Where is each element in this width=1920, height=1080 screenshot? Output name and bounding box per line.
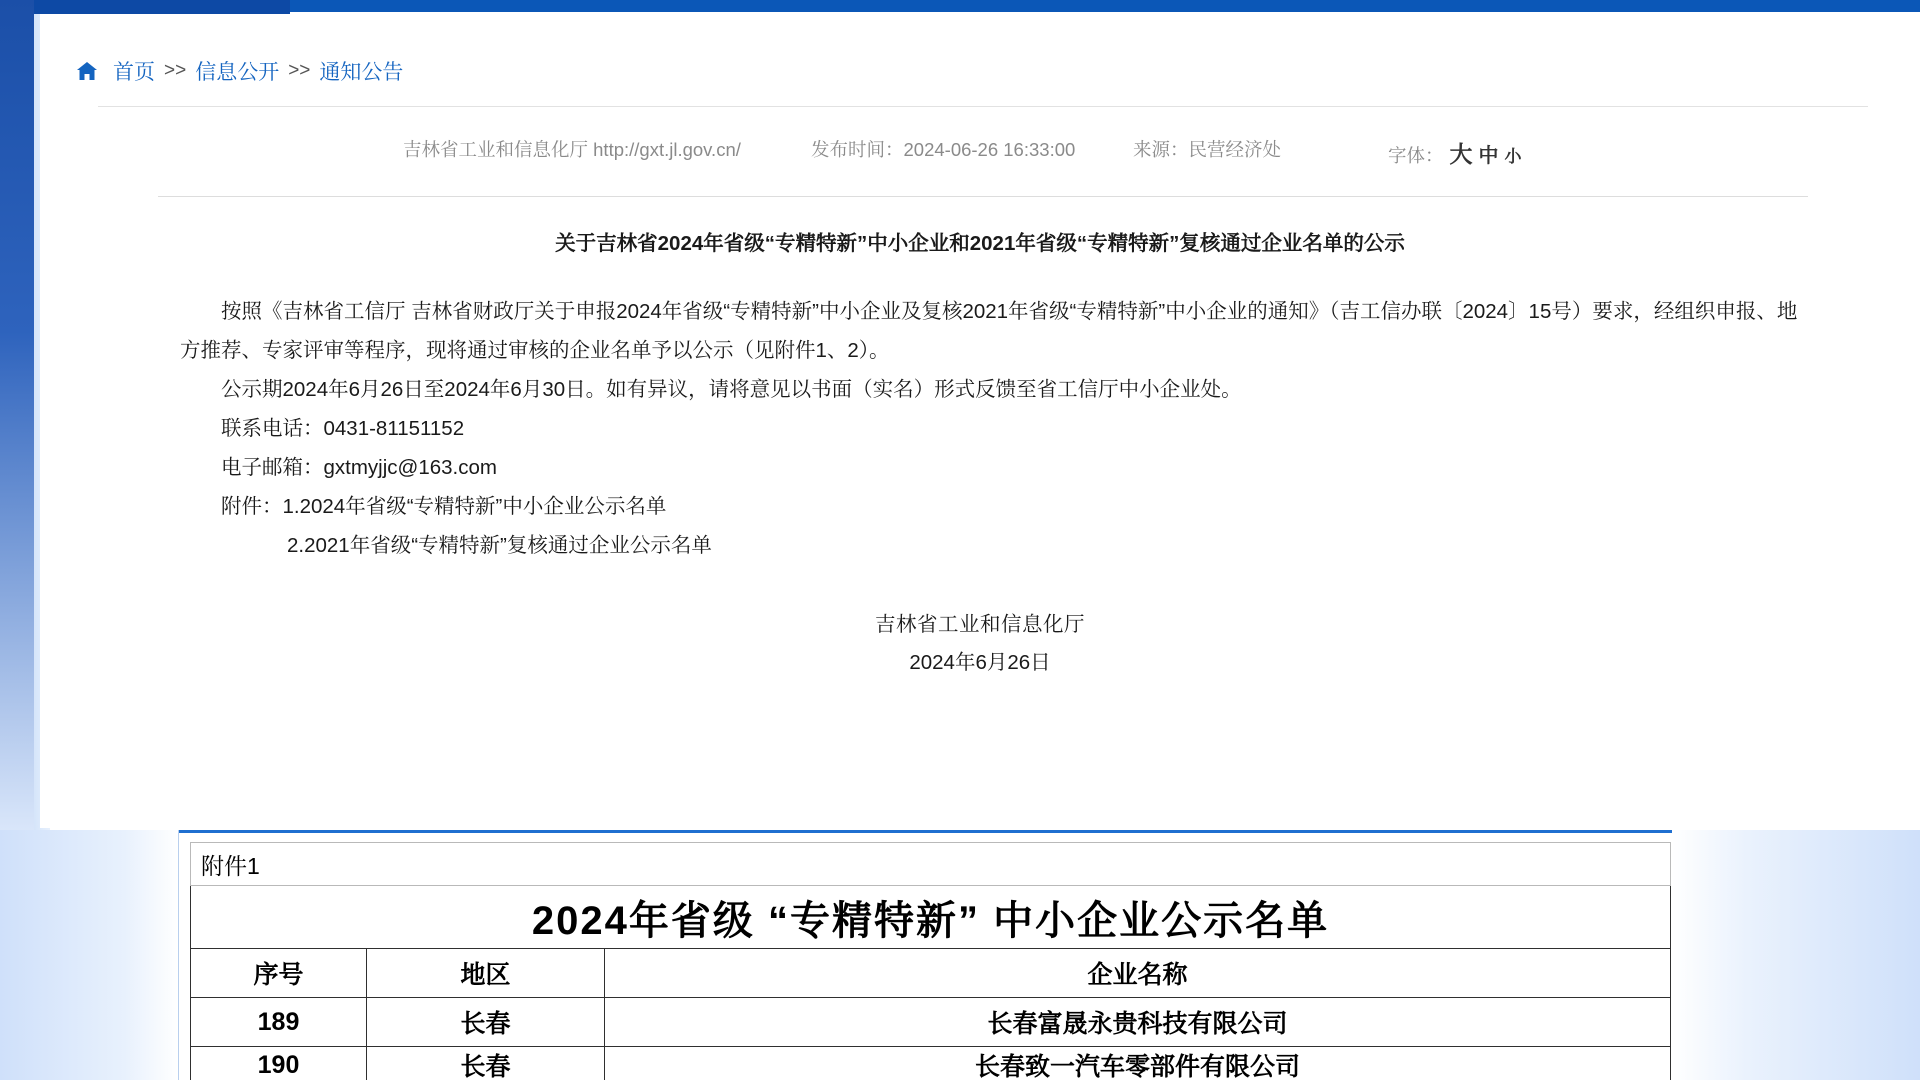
breadcrumb-item-notice[interactable]: 通知公告: [319, 61, 404, 84]
column-header-no: 序号: [191, 949, 367, 998]
font-size-label: 字体：: [1388, 145, 1444, 166]
table-title-cell: 2024年省级 “专精特新” 中小企业公示名单: [191, 886, 1671, 949]
breadcrumb-item-home[interactable]: 首页: [113, 61, 155, 84]
breadcrumb-separator-2: >>: [288, 60, 311, 81]
document-paragraph-2: 公示期2024年6月26日至2024年6月30日。如有异议，请将意见以书面（实名）形式反馈至省工信厅中小企业处。: [221, 378, 1242, 401]
attachment-table: [190, 842, 1671, 1080]
table-header-row: [191, 949, 1671, 998]
cell-company: 长春致一汽车零部件有限公司: [605, 1047, 1671, 1080]
document-attachment-1: 附件：1.2024年省级“专精特新”中小企业公示名单: [221, 495, 667, 518]
cell-company: 长春富晟永贵科技有限公司: [605, 998, 1671, 1047]
cell-no: 190: [191, 1047, 367, 1080]
cell-region: 长春: [367, 1047, 605, 1080]
top-blue-bar-left: [34, 0, 290, 14]
attachment-label-cell: 附件1: [191, 843, 1671, 886]
column-header-region: 地区: [367, 949, 605, 998]
section-divider: [0, 830, 1920, 833]
left-blue-strip: [0, 0, 34, 830]
font-size-large-button[interactable]: 大: [1449, 141, 1473, 167]
home-icon: [75, 59, 99, 83]
table-row-title: [191, 886, 1671, 949]
document-contact-phone: 联系电话：0431-81151152: [221, 417, 465, 440]
meta-publish-time: 发布时间：2024-06-26 16:33:00: [811, 139, 1076, 160]
font-size-medium-button[interactable]: 中: [1478, 145, 1499, 167]
signature-organization: 吉林省工业和信息化厅: [875, 613, 1085, 636]
signature-date: 2024年6月26日: [909, 651, 1051, 674]
cell-no: 189: [191, 998, 367, 1047]
font-size-small-button[interactable]: 小: [1504, 147, 1522, 166]
article-meta: [98, 134, 1888, 170]
meta-source-site: 吉林省工业和信息化厅 http://gxt.jl.gov.cn/: [403, 139, 741, 160]
header-divider: [98, 106, 1868, 107]
document-signature: [40, 606, 1920, 682]
breadcrumb-separator-1: >>: [164, 60, 187, 81]
table-row: [191, 998, 1671, 1047]
top-blue-bar: [290, 0, 1920, 12]
table-row-attachment-label: [191, 843, 1671, 886]
sheet-left-background: [0, 830, 178, 1080]
sheet-right-background: [1672, 830, 1920, 1080]
document-paragraph-1: 按照《吉林省工信厅 吉林省财政厅关于申报2024年省级“专精特新”中小企业及复核2021年省级“专精特新”中小企业的通知》（吉工信办联〔2024〕15号）要求，经组织申报、地方推荐、专家评审等程序，现将通过审核的企业名单予以公示（见附件1、2）。: [180, 300, 1798, 362]
table-row: [191, 1047, 1671, 1080]
document-contact-email: 电子邮箱：gxtmyjjc@163.com: [221, 456, 497, 479]
breadcrumb: [75, 56, 403, 86]
content-divider: [158, 196, 1808, 197]
article-panel: [40, 14, 1920, 828]
sheet-left-guide-line: [178, 830, 179, 1080]
breadcrumb-item-info-disclosure[interactable]: 信息公开: [195, 61, 280, 84]
document-title: 关于吉林省2024年省级“专精特新”中小企业和2021年省级“专精特新”复核通过企业名单的公示: [555, 232, 1405, 255]
font-size-control: [1388, 136, 1522, 169]
cell-region: 长春: [367, 998, 605, 1047]
attachment-spreadsheet-region: [0, 830, 1920, 1080]
meta-origin: 来源：民营经济处: [1133, 139, 1282, 160]
document-body: [180, 292, 1800, 565]
document-attachment-2: 2.2021年省级“专精特新”复核通过企业公示名单: [287, 534, 712, 557]
column-header-company: 企业名称: [605, 949, 1671, 998]
